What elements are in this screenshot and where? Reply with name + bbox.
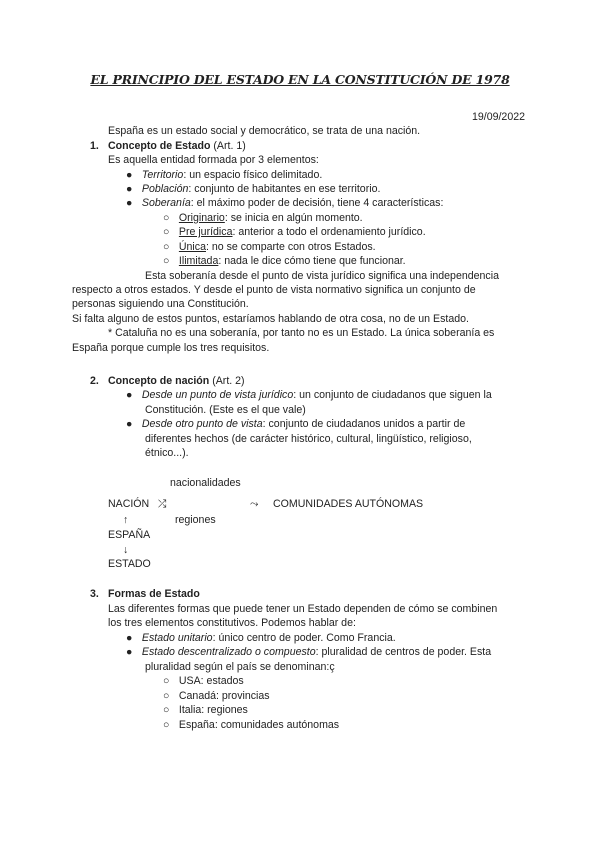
note-line: * Cataluña no es una soberanía, por tanto no es un Estado. La única soberanía es bbox=[108, 327, 495, 339]
list-item: ● Territorio: un espacio físico delimitado. bbox=[126, 169, 323, 181]
paragraph-line: Esta soberanía desde el punto de vista jurídico significa una independencia bbox=[145, 270, 499, 282]
circle-bullet-icon: ○ bbox=[163, 675, 170, 687]
sub-list-item: ○ USA: estados bbox=[163, 675, 244, 687]
sub-list-item: ○ Única: no se comparte con otros Estados. bbox=[163, 241, 376, 253]
bullet-icon: ● bbox=[126, 169, 133, 181]
split-arrow-icon: ⤮ bbox=[158, 498, 167, 510]
circle-bullet-icon: ○ bbox=[163, 719, 170, 731]
section-1-heading: Concepto de Estado (Art. 1) bbox=[108, 140, 246, 152]
document-date: 19/09/2022 bbox=[471, 111, 525, 123]
bullet-icon: ● bbox=[126, 389, 133, 401]
sub-list-item: ○ España: comunidades autónomas bbox=[163, 719, 340, 731]
circle-bullet-icon: ○ bbox=[163, 212, 170, 224]
bullet-icon: ● bbox=[126, 183, 133, 195]
diagram-label-regiones: regiones bbox=[175, 514, 216, 526]
bullet-icon: ● bbox=[126, 646, 133, 658]
up-arrow-icon: ↑ bbox=[123, 514, 129, 526]
list-item: ● Estado descentralizado o compuesto: pluralidad de centros de poder. Esta bbox=[126, 646, 492, 658]
list-item: ● Estado unitario: único centro de poder. Como Francia. bbox=[126, 632, 396, 644]
list-item-continuation: Constitución. (Este es el que vale) bbox=[145, 404, 306, 416]
bullet-icon: ● bbox=[126, 197, 133, 209]
sub-list-item: ○ Ilimitada: nada le dice cómo tiene que funcionar. bbox=[163, 255, 406, 267]
paragraph-line: respecto a otros estados. Y desde el punto de vista normativo significa un conjunto de bbox=[72, 284, 476, 296]
paragraph-line: personas siguiendo una Constitución. bbox=[72, 298, 249, 310]
section-1-number: 1. bbox=[90, 140, 99, 152]
list-item: ● Desde otro punto de vista: conjunto de ciudadanos unidos a partir de bbox=[126, 418, 466, 430]
diagram-label-nacionalidades: nacionalidades bbox=[170, 477, 241, 489]
right-arrow-icon: ⤳ bbox=[250, 498, 259, 510]
intro-text: España es un estado social y democrático, se trata de una nación. bbox=[108, 125, 421, 137]
section-3-number: 3. bbox=[90, 588, 99, 600]
list-item: ● Desde un punto de vista jurídico: un conjunto de ciudadanos que siguen la bbox=[126, 389, 492, 401]
circle-bullet-icon: ○ bbox=[163, 690, 170, 702]
sub-list-item: ○ Originario: se inicia en algún momento. bbox=[163, 212, 363, 224]
note-line: España porque cumple los tres requisitos. bbox=[72, 342, 270, 354]
diagram-label-estado: ESTADO bbox=[108, 558, 151, 570]
circle-bullet-icon: ○ bbox=[163, 704, 170, 716]
diagram-label-comunidades: COMUNIDADES AUTÓNOMAS bbox=[273, 498, 424, 510]
section-3-text: Las diferentes formas que puede tener un Estado dependen de cómo se combinen bbox=[108, 603, 498, 615]
list-item-continuation: diferentes hechos (de carácter histórico, cultural, lingüístico, religioso, bbox=[145, 433, 472, 445]
diagram-label-nacion: NACIÓN bbox=[108, 498, 150, 510]
paragraph-line: Si falta alguno de estos puntos, estaríamos hablando de otra cosa, no de un Estado. bbox=[72, 313, 469, 325]
sub-list-item: ○ Canadá: provincias bbox=[163, 690, 270, 702]
bullet-icon: ● bbox=[126, 418, 133, 430]
document-title: EL PRINCIPIO DEL ESTADO EN LA CONSTITUCIÓN DE 1978 bbox=[90, 72, 510, 87]
circle-bullet-icon: ○ bbox=[163, 226, 170, 238]
list-item: ● Población: conjunto de habitantes en ese territorio. bbox=[126, 183, 381, 195]
section-3-heading: Formas de Estado bbox=[108, 588, 200, 600]
sub-list-item: ○ Italia: regiones bbox=[163, 704, 248, 716]
list-item: ● Soberanía: el máximo poder de decisión, tiene 4 características: bbox=[126, 197, 444, 209]
circle-bullet-icon: ○ bbox=[163, 241, 170, 253]
circle-bullet-icon: ○ bbox=[163, 255, 170, 267]
sub-list-item: ○ Pre jurídica: anterior a todo el ordenamiento jurídico. bbox=[163, 226, 426, 238]
section-2-number: 2. bbox=[90, 375, 99, 387]
section-3-text: los tres elementos constitutivos. Podemos hablar de: bbox=[108, 617, 356, 629]
section-2-heading: Concepto de nación (Art. 2) bbox=[108, 375, 245, 387]
list-item-continuation: pluralidad según el país se denominan:ç bbox=[145, 661, 335, 673]
section-1-text: Es aquella entidad formada por 3 elementos: bbox=[108, 154, 319, 166]
bullet-icon: ● bbox=[126, 632, 133, 644]
down-arrow-icon: ↓ bbox=[123, 544, 129, 556]
diagram-label-espana: ESPAÑA bbox=[108, 529, 151, 541]
list-item-continuation: étnico...). bbox=[145, 447, 189, 459]
